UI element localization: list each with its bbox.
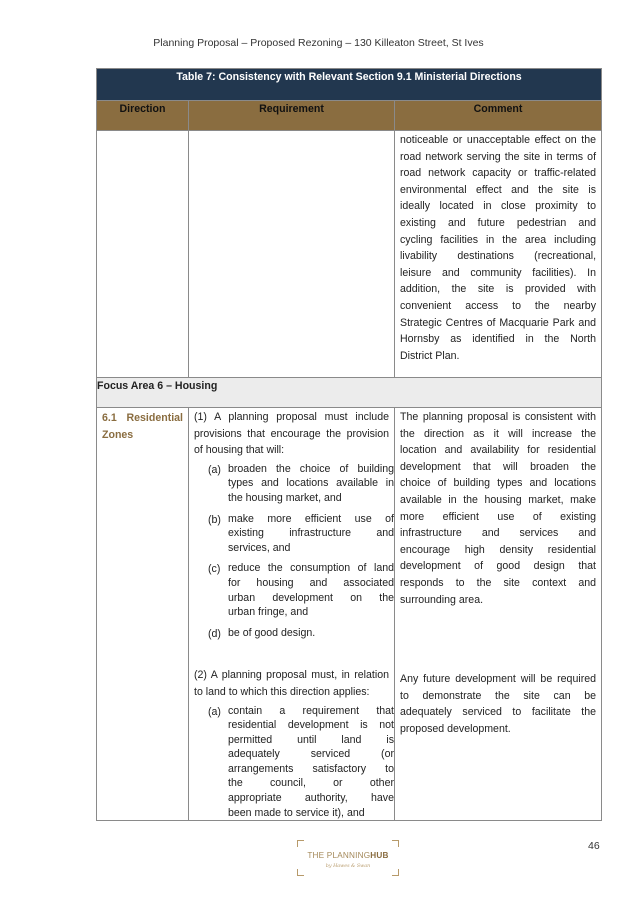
table-row-6-1 bbox=[97, 408, 602, 821]
requirement-1-item-a: (a) broaden the choice of building types and locations available in the housing market, and bbox=[208, 462, 394, 504]
column-header-requirement: Requirement bbox=[189, 101, 395, 131]
column-header-direction: Direction bbox=[97, 101, 189, 131]
ministerial-directions-table bbox=[96, 68, 602, 821]
requirement-2-item-a: (a) contain a requirement that residential development is not permitted until land is adequately serviced (or arrangements satisfactory to the council, or other appropriate authority, have been made to service it), and bbox=[208, 704, 394, 819]
requirement-1-item-b: (b) make more efficient use of existing infrastructure and services, and bbox=[208, 512, 394, 554]
comment-servicing: Any future development will be required to demonstrate the site can be adequately serviced to facilitate the proposed development. bbox=[400, 673, 597, 735]
table-title: Table 7: Consistency with Relevant Section 9.1 Ministerial Directions bbox=[97, 69, 602, 101]
requirement-1: (1) A planning proposal must include provisions that encourage the provision of housing that will: bbox=[194, 411, 389, 457]
document-header: Planning Proposal – Proposed Rezoning – 130 Killeaton Street, St Ives bbox=[153, 37, 484, 49]
direction-label: 6.1 Residential Zones bbox=[102, 412, 183, 441]
requirement-1-item-d: (d) be of good design. bbox=[208, 626, 316, 640]
focus-area-heading: Focus Area 6 – Housing bbox=[97, 378, 602, 408]
continued-comment: noticeable or unacceptable effect on the road network serving the site in terms of road network capacity or traffic-related environmental effect and the site is ideally located in close proximity to existing and future pedestrian and cycling facilities in the area including livability destinations (recreational, leisure and community facilities). In addition, the site is provided with convenient access to the nearby Strategic Centres of Macquarie Park and Hornsby as identified in the North District Plan. bbox=[400, 134, 597, 362]
table-row-continued bbox=[97, 131, 602, 378]
page-number: 46 bbox=[588, 840, 600, 852]
column-header-comment: Comment bbox=[395, 101, 602, 131]
requirement-1-item-c: (c) reduce the consumption of land for housing and associated urban development on the urban fringe, and bbox=[208, 562, 394, 619]
requirement-2: (2) A planning proposal must, in relation to land to which this direction applies: bbox=[194, 669, 389, 698]
comment-consistency: The planning proposal is consistent with the direction as it will increase the location and availability for residential development that will broaden the choice of building types and locations available in the housing market, make more efficient use of existing infrastructure and services and encourage high density residential development of good design that responds to the site context and surrounding area. bbox=[400, 411, 597, 606]
planning-hub-logo: THE PLANNINGHUB by Hawes & Swan bbox=[297, 840, 399, 876]
